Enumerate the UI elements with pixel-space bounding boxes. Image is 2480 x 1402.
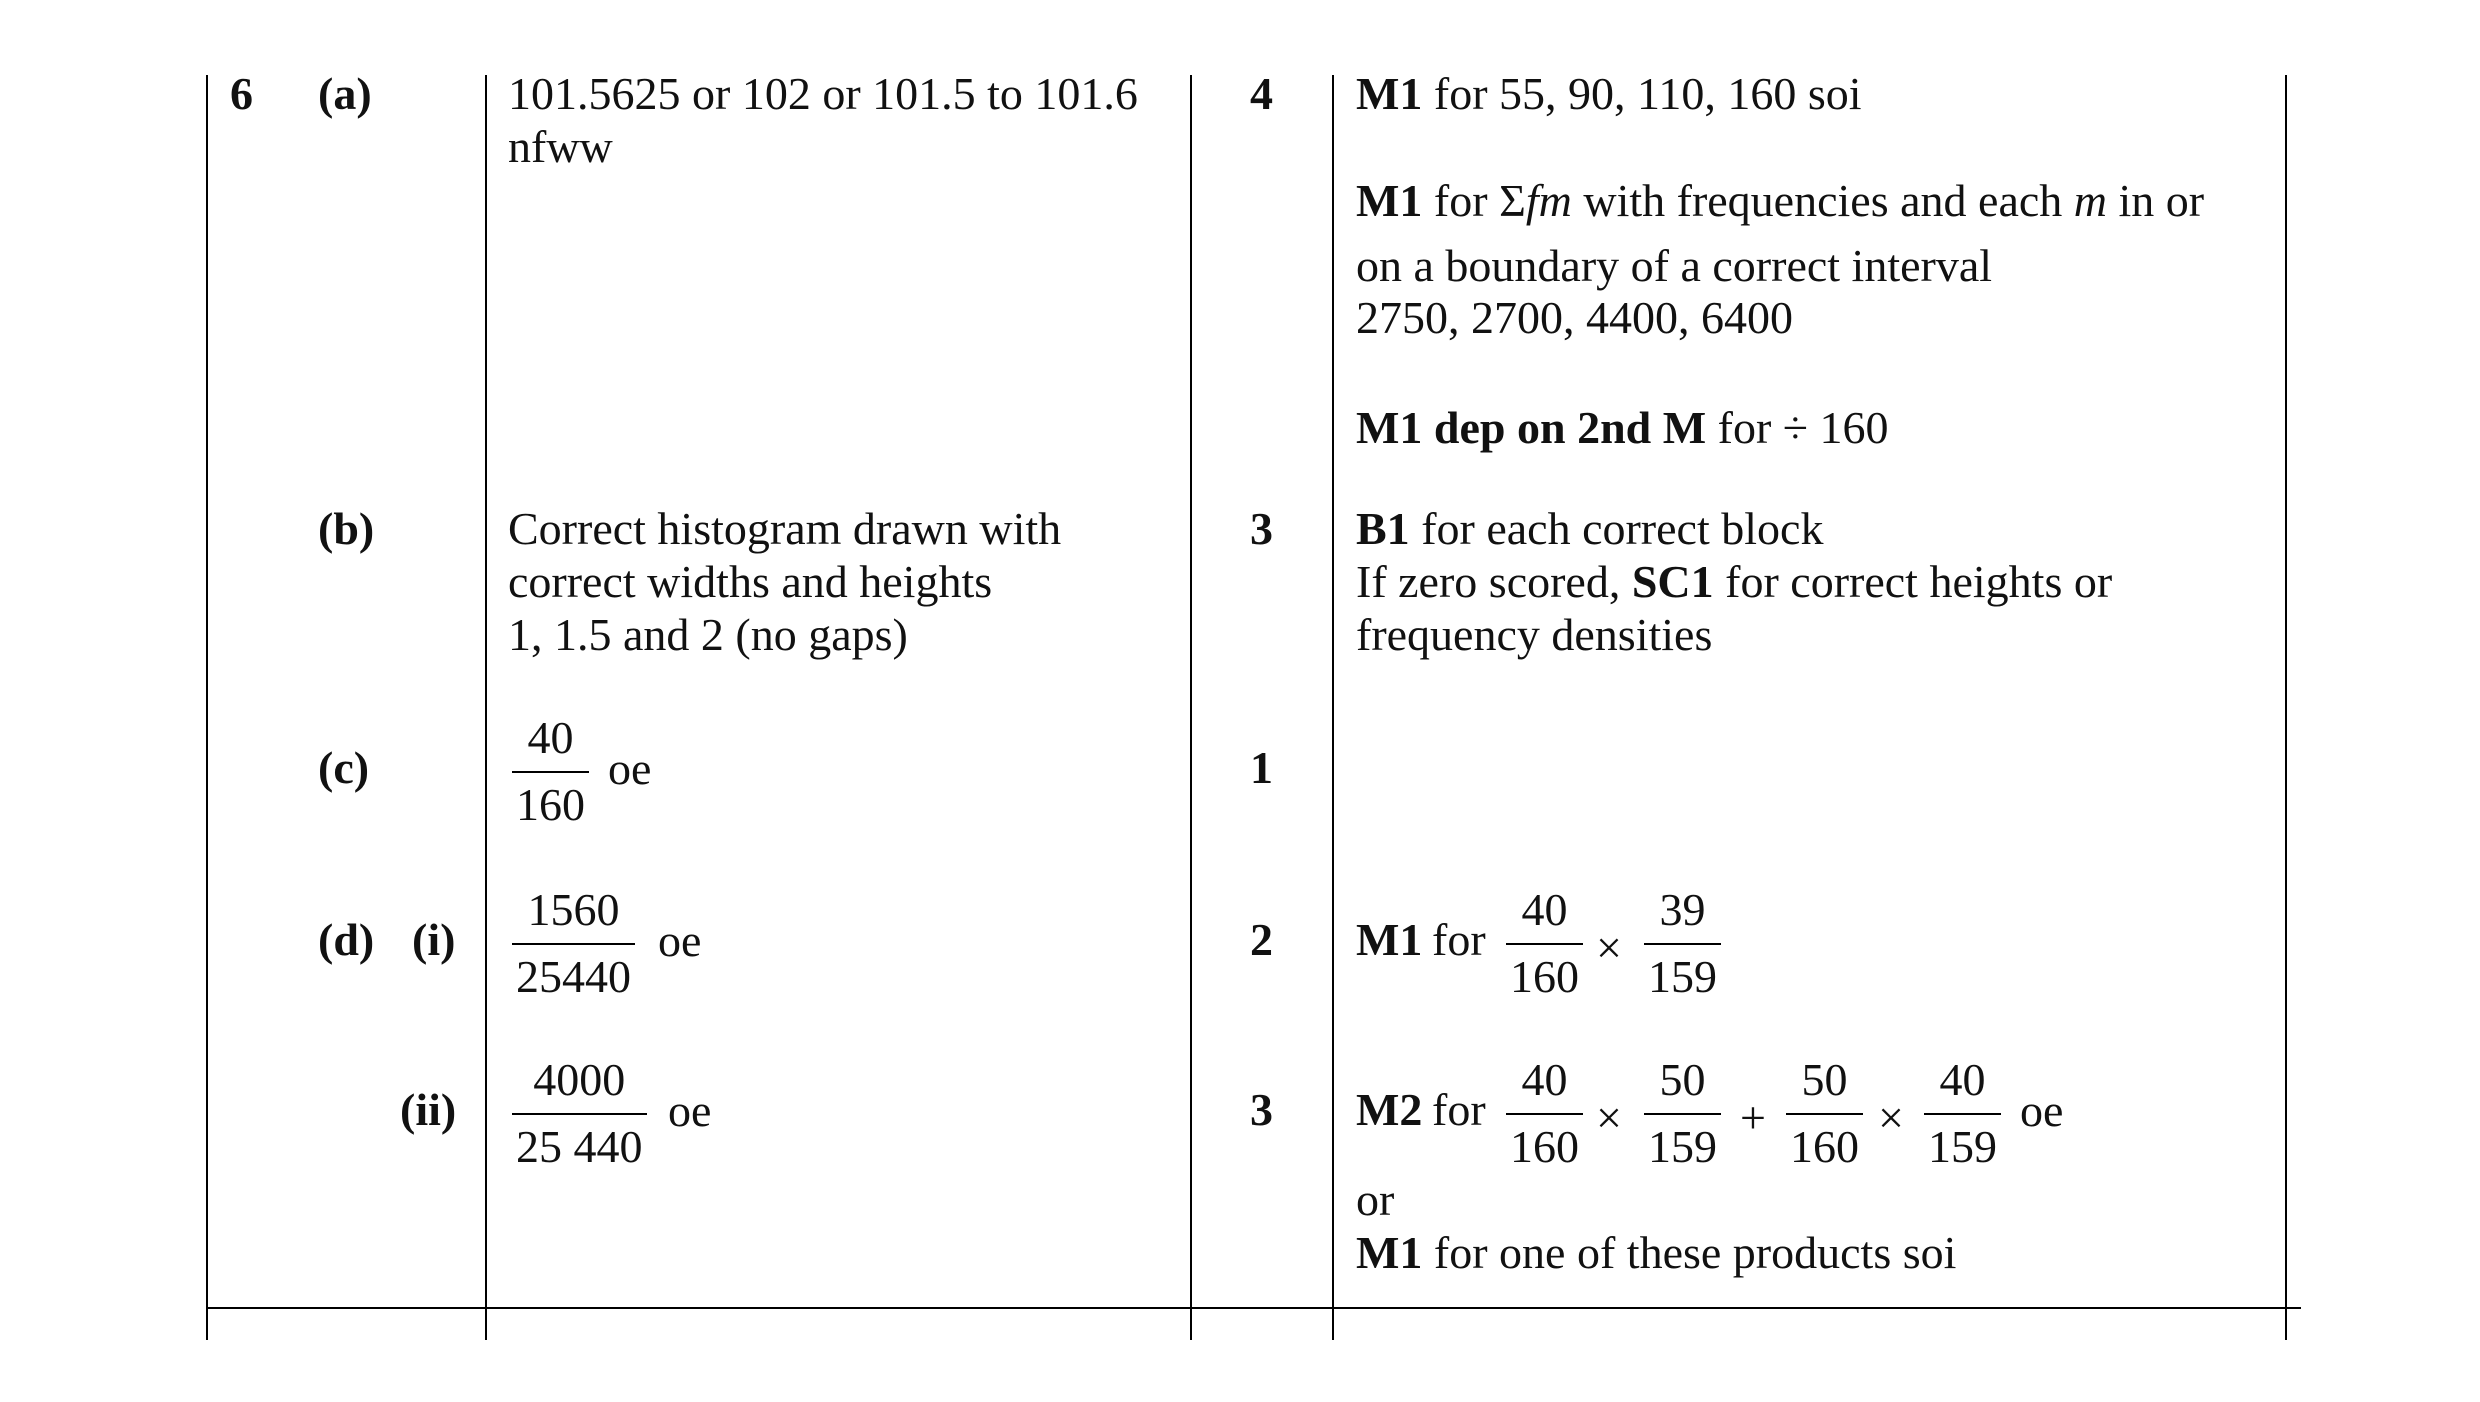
fraction-numerator: 40	[1939, 1054, 1986, 1105]
guidance-b-b1-label: B1	[1356, 503, 1410, 554]
fm-term: fm	[1525, 175, 1572, 226]
fraction-denominator: 159	[1644, 1113, 1721, 1174]
part-label-c: (c)	[318, 742, 370, 793]
part-label-a: (a)	[318, 68, 372, 119]
answer-a-line2: nfww	[508, 121, 613, 172]
part-label-b: (b)	[318, 503, 375, 554]
mark-d-ii: 3	[1250, 1084, 1273, 1135]
guidance-b-line2-b: for correct heights or	[1713, 556, 2113, 607]
fraction-denominator: 25 440	[512, 1113, 647, 1174]
answer-d-ii-suffix: oe	[668, 1085, 712, 1136]
answer-b-line3: 1, 1.5 and 2 (no gaps)	[508, 609, 908, 660]
fraction-denominator: 25440	[512, 943, 635, 1004]
guidance-a-m1-label: M1	[1356, 68, 1423, 119]
guidance-d-ii-fraction-3	[1786, 1054, 1863, 1174]
mark-a: 4	[1250, 68, 1273, 119]
guidance-a-m2-text-b: with frequencies and each	[1571, 175, 2074, 226]
fraction-numerator: 39	[1659, 884, 1706, 935]
guidance-b-line1	[1356, 503, 1823, 556]
guidance-d-i-fraction-2	[1644, 884, 1721, 1004]
guidance-a-m2-text-a: for	[1422, 175, 1500, 226]
guidance-a-m2-text-c: in or	[2107, 175, 2205, 226]
answer-c-fraction	[512, 712, 589, 832]
guidance-a-m3-label: M1 dep on 2nd M	[1356, 402, 1707, 453]
guidance-d-ii-or: or	[1356, 1174, 1395, 1225]
fraction-denominator: 160	[1786, 1113, 1863, 1174]
fraction-denominator: 160	[1506, 943, 1583, 1004]
table-border-left	[206, 75, 208, 1340]
question-number: 6	[230, 68, 253, 119]
table-border-right	[2285, 75, 2287, 1340]
fraction-numerator: 40	[1521, 884, 1568, 935]
times-sign: ×	[1596, 922, 1622, 973]
guidance-d-i-label: M1	[1356, 914, 1423, 965]
guidance-d-ii-suffix: oe	[2020, 1085, 2064, 1136]
fraction-numerator: 50	[1801, 1054, 1848, 1105]
guidance-d-ii-fraction-2	[1644, 1054, 1721, 1174]
fraction-denominator: 159	[1644, 943, 1721, 1004]
guidance-d-i-fraction-1	[1506, 884, 1583, 1004]
fraction-numerator: 4000	[533, 1054, 626, 1105]
fraction-numerator: 50	[1659, 1054, 1706, 1105]
fraction-numerator: 40	[1521, 1054, 1568, 1105]
table-bottom-rule	[206, 1307, 2301, 1309]
times-sign: ×	[1596, 1092, 1622, 1143]
sublabel-d-ii: (ii)	[400, 1084, 457, 1135]
guidance-d-ii-fraction-1	[1506, 1054, 1583, 1174]
answer-d-ii-fraction	[512, 1054, 647, 1174]
guidance-d-ii-alt	[1356, 1227, 1956, 1280]
guidance-b-sc1-label: SC1	[1631, 556, 1714, 607]
guidance-d-ii-alt-label: M1	[1356, 1227, 1423, 1278]
guidance-d-ii-for: for	[1432, 1084, 1486, 1135]
guidance-d-ii-fraction-4	[1924, 1054, 2001, 1174]
m-term: m	[2073, 175, 2108, 226]
times-sign: ×	[1878, 1092, 1904, 1143]
fraction-numerator: 1560	[527, 884, 620, 935]
guidance-b-line2	[1356, 556, 2112, 609]
table-divider-mark	[1332, 75, 1334, 1340]
guidance-a-m3-text: for ÷ 160	[1706, 402, 1889, 453]
table-divider-part	[485, 75, 487, 1340]
answer-d-i-fraction	[512, 884, 635, 1004]
guidance-a-m2-line1	[1356, 175, 2204, 228]
fraction-denominator: 159	[1924, 1113, 2001, 1174]
sigma-symbol: Σ	[1499, 175, 1526, 226]
guidance-a-m3	[1356, 402, 1889, 455]
answer-b-line2: correct widths and heights	[508, 556, 993, 607]
fraction-denominator: 160	[512, 771, 589, 832]
answer-c-suffix: oe	[608, 743, 652, 794]
guidance-a-m2-line3: 2750, 2700, 4400, 6400	[1356, 292, 1793, 343]
sublabel-d-i: (i)	[412, 914, 456, 965]
guidance-d-i-for: for	[1432, 914, 1486, 965]
part-label-d: (d)	[318, 914, 375, 965]
guidance-a-m1-text: for 55, 90, 110, 160 soi	[1422, 68, 1862, 119]
answer-d-i-suffix: oe	[658, 915, 702, 966]
guidance-a-m2-line2: on a boundary of a correct interval	[1356, 240, 1993, 291]
guidance-b-b1-text: for each correct block	[1409, 503, 1824, 554]
guidance-d-ii-label: M2	[1356, 1084, 1423, 1135]
table-divider-answer	[1190, 75, 1192, 1340]
mark-b: 3	[1250, 503, 1273, 554]
plus-sign: +	[1740, 1092, 1766, 1143]
guidance-a-m2-label: M1	[1356, 175, 1423, 226]
guidance-b-line3: frequency densities	[1356, 609, 1713, 660]
mark-d-i: 2	[1250, 914, 1273, 965]
guidance-d-ii-alt-text: for one of these products soi	[1422, 1227, 1957, 1278]
fraction-denominator: 160	[1506, 1113, 1583, 1174]
answer-a-line1: 101.5625 or 102 or 101.5 to 101.6	[508, 68, 1138, 119]
guidance-b-line2-a: If zero scored,	[1356, 556, 1632, 607]
fraction-numerator: 40	[527, 712, 574, 763]
answer-b-line1: Correct histogram drawn with	[508, 503, 1062, 554]
guidance-a-m1	[1356, 68, 1862, 121]
mark-c: 1	[1250, 742, 1273, 793]
